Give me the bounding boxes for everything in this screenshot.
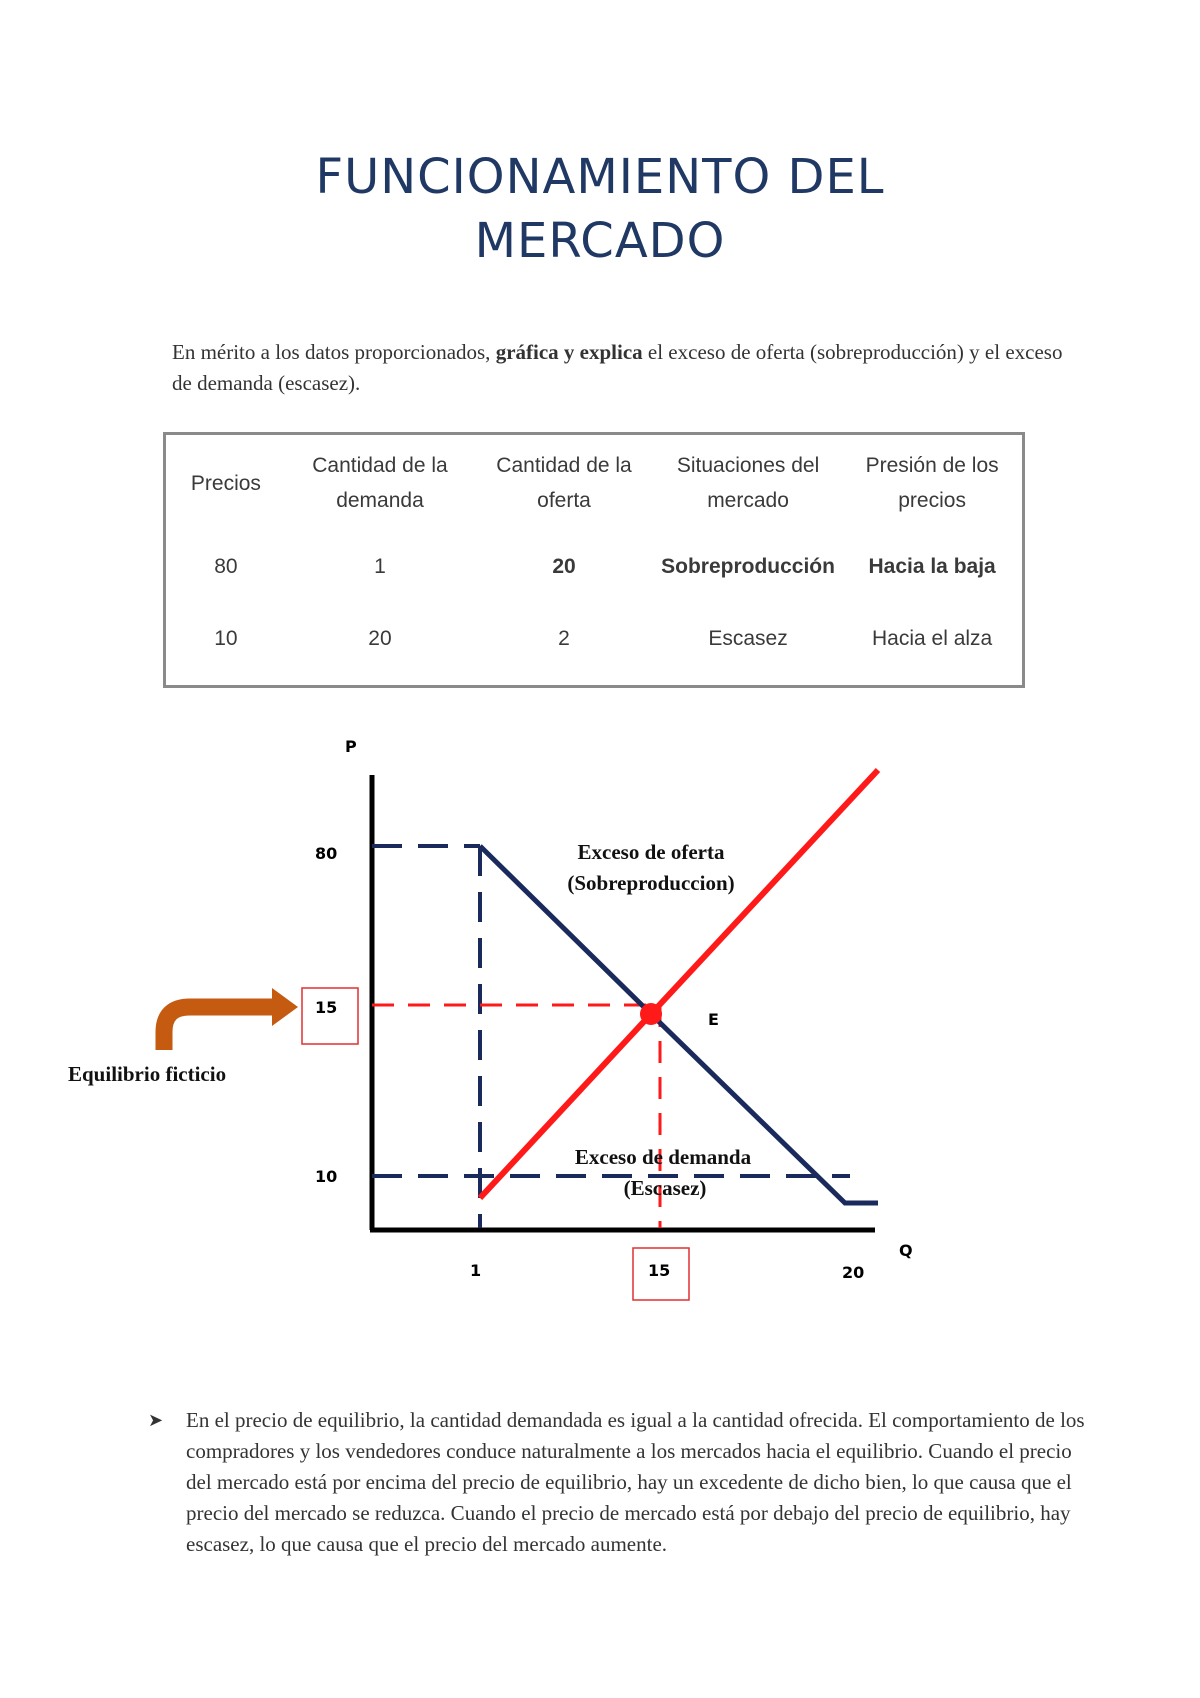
page-title [0,145,1200,273]
intro-paragraph [172,337,1072,399]
y-tick-label-10: 10 [315,1167,338,1186]
curved-arrow-icon [164,988,298,1050]
table-cell: Hacia el alza [871,627,993,650]
intro-text-bold: gráfica y explica [495,340,643,364]
table-cell: 20 [552,555,576,578]
supply-curve [480,770,878,1198]
annotation-excess-demand-line2: (Escasez) [623,1176,707,1200]
table-cell: 80 [214,555,238,578]
annotation-excess-supply-line1: Exceso de oferta [577,840,725,864]
table-header-row [166,435,1022,531]
header-cantidad-demanda: Cantidad de la demanda [312,454,448,512]
supply-demand-chart [0,720,1200,1320]
annotation-excess-supply-line2: (Sobreproduccion) [567,871,735,895]
y-tick-label-80: 80 [315,844,338,863]
table-row [166,531,1022,603]
x-axis-label: Q [899,1241,913,1260]
y-axis-label: P [345,737,357,756]
title-line-1: FUNCIONAMIENTO DEL [315,149,885,205]
table-cell: 10 [214,627,238,650]
table-cell: Escasez [708,627,788,650]
annotation-fictitious-equilibrium: Equilibrio ficticio [68,1062,227,1086]
table-cell: 20 [368,627,392,650]
equilibrium-point [640,1003,662,1025]
intro-text-end: el exceso de oferta (sobreproducción) y el exceso de demanda (escasez). [172,340,1063,395]
table-cell: Sobreproducción [661,555,835,578]
header-precios: Precios [190,471,261,495]
x-tick-label-1: 1 [470,1261,482,1280]
arrowhead-bullet-icon: ➤ [148,1410,164,1431]
table-cell: 1 [374,555,386,578]
annotation-excess-demand-line1: Exceso de demanda [574,1145,752,1169]
x-tick-label-20: 20 [842,1263,865,1282]
conclusion-text: En el precio de equilibrio, la cantidad demandada es igual a la cantidad ofrecida. El comportamiento de los compradores y los vendedores conduce naturalmente a los mercados hacia el equilibrio. Cuando el precio del mercado está por encima del precio de equilibrio, hay un excedente de dicho bien, lo que causa que el precio del mercado se reduzca. Cuando el precio de mercado está por debajo del precio de equilibrio, hay escasez, lo que causa que el precio del mercado aumente. [186,1408,1085,1556]
header-presion: Presión de los precios [865,454,999,512]
table-cell: 2 [558,627,570,650]
x-tick-label-15: 15 [648,1261,671,1280]
conclusion-bullet [148,1405,1088,1560]
y-tick-label-15: 15 [315,998,338,1017]
table-row [166,603,1022,675]
header-situaciones: Situaciones del mercado [676,454,820,512]
equilibrium-label: E [708,1010,719,1029]
title-line-2: MERCADO [474,213,726,269]
intro-text-start: En mérito a los datos proporcionados, [172,340,496,364]
data-table [163,432,1025,688]
table-cell: Hacia la baja [868,555,996,578]
header-cantidad-oferta: Cantidad de la oferta [496,454,632,512]
